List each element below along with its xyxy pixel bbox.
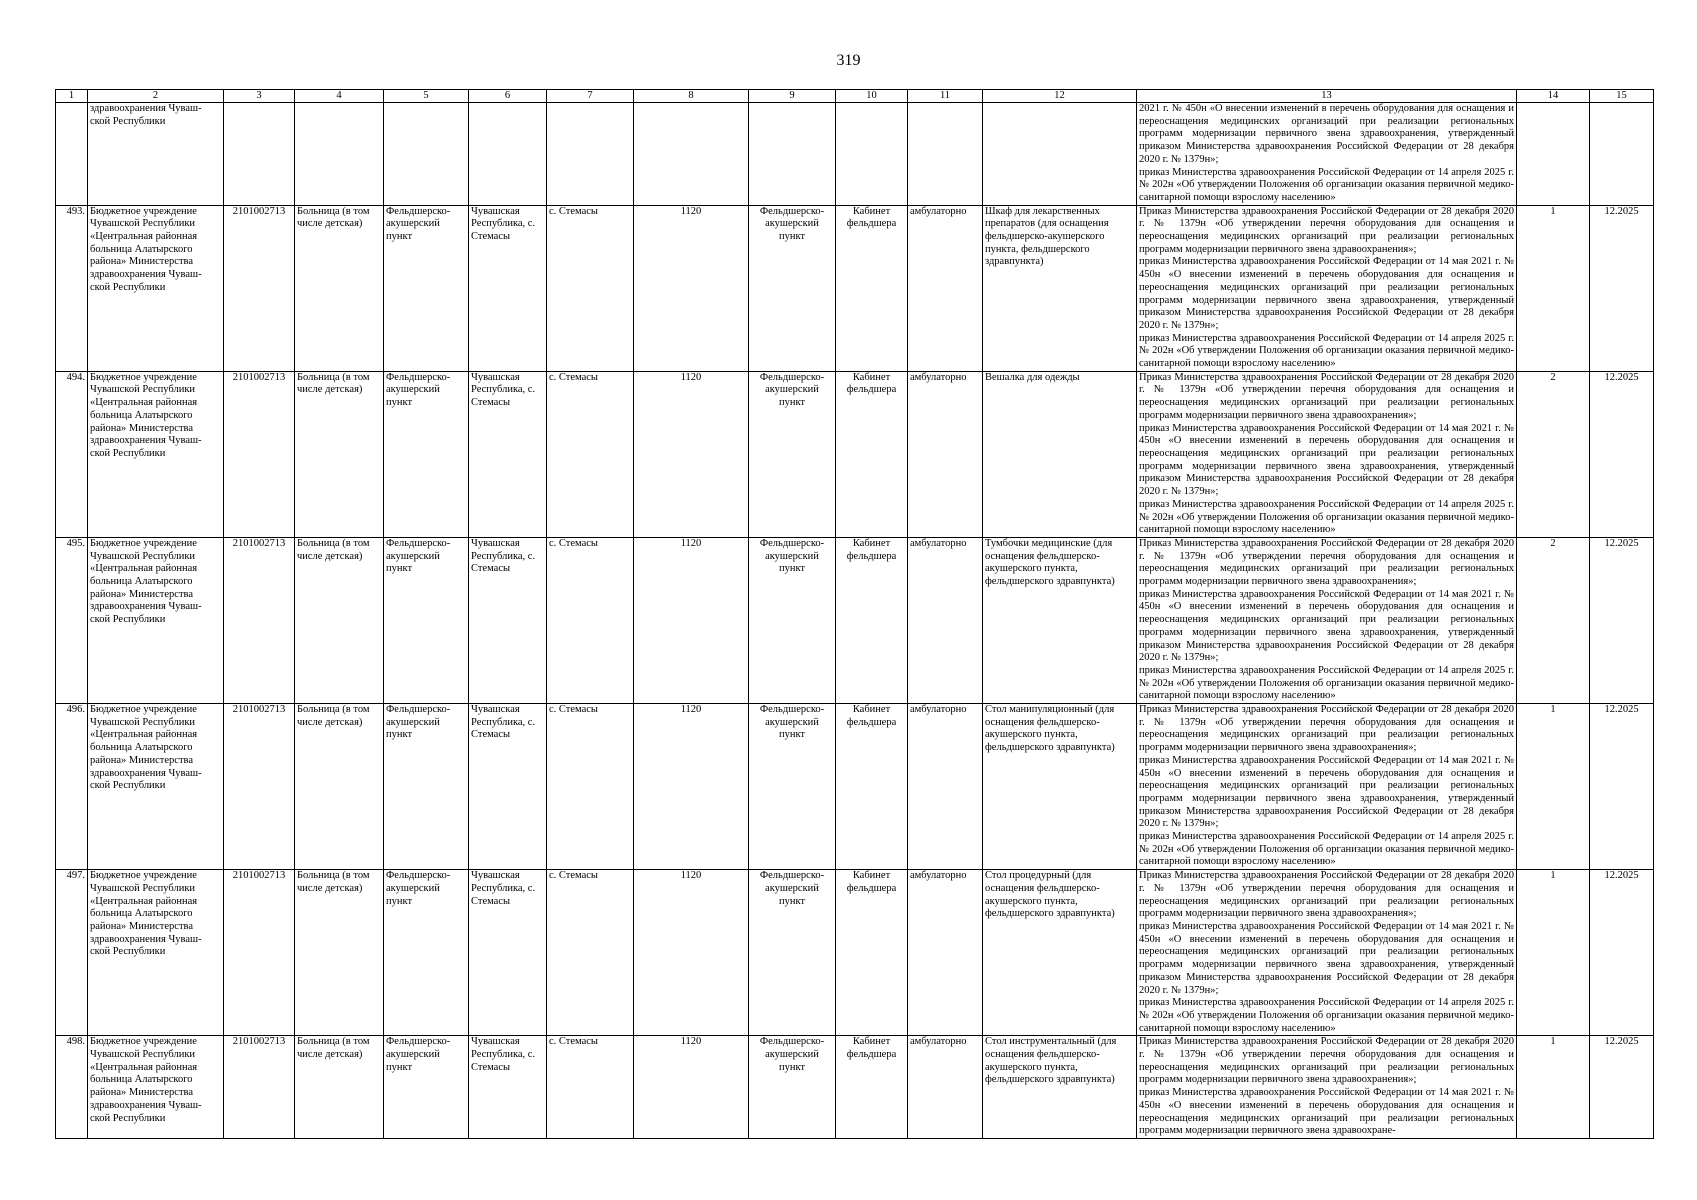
continuation-cell-7 xyxy=(547,103,634,206)
column-number-15: 15 xyxy=(1590,90,1654,103)
quantity-cell: 2 xyxy=(1517,537,1590,703)
unit-cell: Фельдшерско-акушерский пункт xyxy=(749,537,836,703)
continuation-cell-10 xyxy=(836,103,908,206)
column-number-1: 1 xyxy=(56,90,88,103)
code-cell: 1120 xyxy=(634,870,749,1036)
organization-cell: Бюджетное учреждение Чувашской Республики «Центральная районная больница Алатырского района» Министерства здравоохранения Чуваш- ской Республики xyxy=(88,704,224,870)
legal-basis-cell: Приказ Министерства здравоохранения Российской Федерации от 28 декабря 2020 г. № 1379н «Об утверждении перечня оборудования для оснащения и переоснащения медицинских организаций при реализации региональных программ модернизации первичного звена здравоохранения»; приказ Министерства здравоохранения Российской Федерации от 14 мая 2021 г. № 450н «О внесении изменений в перечень оборудования для оснащения и переоснащения медицинских организаций при реализации региональных программ модернизации первичного звена здравоохранения, утвержденный приказом Министерства здравоохранения Российской Федерации от 28 декабря 2020 г. № 1379н»; приказ Министерства здравоохранения Российской Федерации от 14 апреля 2025 г. № 202н «Об утверждении Положения об организации оказания первичной медико-санитарной помощи взрослому населению» xyxy=(1137,205,1517,371)
column-number-5: 5 xyxy=(384,90,469,103)
room-cell: Кабинет фельдшера xyxy=(836,870,908,1036)
continuation-cell-3 xyxy=(224,103,295,206)
table-row xyxy=(56,870,1654,1036)
code-cell: 1120 xyxy=(634,1036,749,1139)
equipment-cell: Шкаф для лекарственных препаратов (для оснащения фельдшерско-акушерского пункта, фельдшерского здравпункта) xyxy=(983,205,1137,371)
continuation-cell-6 xyxy=(469,103,547,206)
page-number: 319 xyxy=(836,52,861,69)
code-cell: 1120 xyxy=(634,704,749,870)
row-number: 493. xyxy=(56,205,88,371)
column-number-14: 14 xyxy=(1517,90,1590,103)
column-number-3: 3 xyxy=(224,90,295,103)
unit-cell: Фельдшерско-акушерский пункт xyxy=(749,870,836,1036)
organization-cell: Бюджетное учреждение Чувашской Республики «Центральная районная больница Алатырского района» Министерства здравоохранения Чуваш- ской Республики xyxy=(88,205,224,371)
organization-cell: Бюджетное учреждение Чувашской Республики «Центральная районная больница Алатырского района» Министерства здравоохранения Чуваш- ской Республики xyxy=(88,371,224,537)
table-row xyxy=(56,704,1654,870)
equipment-cell: Вешалка для одежды xyxy=(983,371,1137,537)
type-cell: Больница (в том числе детская) xyxy=(295,537,384,703)
quantity-cell: 1 xyxy=(1517,205,1590,371)
locality-cell: с. Стемасы xyxy=(547,371,634,537)
continuation-cell-9 xyxy=(749,103,836,206)
subdivision-cell: Фельдшерско-акушерский пункт xyxy=(384,704,469,870)
care-form-cell: амбулаторно xyxy=(908,371,983,537)
subdivision-cell: Фельдшерско-акушерский пункт xyxy=(384,537,469,703)
continuation-cell-5 xyxy=(384,103,469,206)
region-cell: Чувашская Республика, с. Стемасы xyxy=(469,371,547,537)
table-row xyxy=(56,371,1654,537)
region-cell: Чувашская Республика, с. Стемасы xyxy=(469,704,547,870)
legal-basis-cell: Приказ Министерства здравоохранения Российской Федерации от 28 декабря 2020 г. № 1379н «Об утверждении перечня оборудования для оснащения и переоснащения медицинских организаций при реализации региональных программ модернизации первичного звена здравоохранения»; приказ Министерства здравоохранения Российской Федерации от 14 мая 2021 г. № 450н «О внесении изменений в перечень оборудования для оснащения и переоснащения медицинских организаций при реализации региональных программ модернизации первичного звена здравоохранения, утвержденный приказом Министерства здравоохранения Российской Федерации от 28 декабря 2020 г. № 1379н»; приказ Министерства здравоохранения Российской Федерации от 14 апреля 2025 г. № 202н «Об утверждении Положения об организации оказания первичной медико-санитарной помощи взрослому населению» xyxy=(1137,870,1517,1036)
continuation-cell-11 xyxy=(908,103,983,206)
date-cell: 12.2025 xyxy=(1590,205,1654,371)
subdivision-cell: Фельдшерско-акушерский пункт xyxy=(384,371,469,537)
equipment-cell: Стол манипуляционный (для оснащения фельдшерско-акушерского пункта, фельдшерского здравпункта) xyxy=(983,704,1137,870)
quantity-cell: 1 xyxy=(1517,1036,1590,1139)
type-cell: Больница (в том числе детская) xyxy=(295,704,384,870)
code-cell: 1120 xyxy=(634,371,749,537)
type-cell: Больница (в том числе детская) xyxy=(295,870,384,1036)
table-row xyxy=(56,1036,1654,1139)
locality-cell: с. Стемасы xyxy=(547,205,634,371)
inn-cell: 2101002713 xyxy=(224,704,295,870)
room-cell: Кабинет фельдшера xyxy=(836,537,908,703)
inn-cell: 2101002713 xyxy=(224,870,295,1036)
column-number-row xyxy=(56,90,1654,103)
continuation-cell-1 xyxy=(56,103,88,206)
legal-basis-cell: Приказ Министерства здравоохранения Российской Федерации от 28 декабря 2020 г. № 1379н «Об утверждении перечня оборудования для оснащения и переоснащения медицинских организаций при реализации региональных программ модернизации первичного звена здравоохранения»; приказ Министерства здравоохранения Российской Федерации от 14 мая 2021 г. № 450н «О внесении изменений в перечень оборудования для оснащения и переоснащения медицинских организаций при реализации региональных программ модернизации первичного звена здравоохранения, утвержденный приказом Министерства здравоохранения Российской Федерации от 28 декабря 2020 г. № 1379н»; приказ Министерства здравоохранения Российской Федерации от 14 апреля 2025 г. № 202н «Об утверждении Положения об организации оказания первичной медико-санитарной помощи взрослому населению» xyxy=(1137,537,1517,703)
care-form-cell: амбулаторно xyxy=(908,205,983,371)
room-cell: Кабинет фельдшера xyxy=(836,704,908,870)
locality-cell: с. Стемасы xyxy=(547,1036,634,1139)
unit-cell: Фельдшерско-акушерский пункт xyxy=(749,205,836,371)
continuation-row xyxy=(56,103,1654,206)
date-cell: 12.2025 xyxy=(1590,870,1654,1036)
type-cell: Больница (в том числе детская) xyxy=(295,371,384,537)
quantity-cell: 2 xyxy=(1517,371,1590,537)
column-number-11: 11 xyxy=(908,90,983,103)
unit-cell: Фельдшерско-акушерский пункт xyxy=(749,1036,836,1139)
code-cell: 1120 xyxy=(634,205,749,371)
locality-cell: с. Стемасы xyxy=(547,537,634,703)
type-cell: Больница (в том числе детская) xyxy=(295,1036,384,1139)
continuation-cell-15 xyxy=(1590,103,1654,206)
care-form-cell: амбулаторно xyxy=(908,704,983,870)
column-number-4: 4 xyxy=(295,90,384,103)
row-number: 496. xyxy=(56,704,88,870)
column-number-2: 2 xyxy=(88,90,224,103)
row-number: 497. xyxy=(56,870,88,1036)
column-number-13: 13 xyxy=(1137,90,1517,103)
continuation-cell-14 xyxy=(1517,103,1590,206)
legal-basis-cell: Приказ Министерства здравоохранения Российской Федерации от 28 декабря 2020 г. № 1379н «Об утверждении перечня оборудования для оснащения и переоснащения медицинских организаций при реализации региональных программ модернизации первичного звена здравоохранения»; приказ Министерства здравоохранения Российской Федерации от 14 мая 2021 г. № 450н «О внесении изменений в перечень оборудования для оснащения и переоснащения медицинских организаций при реализации региональных программ модернизации первичного звена здравоохране- xyxy=(1137,1036,1517,1139)
equipment-cell: Тумбочки медицинские (для оснащения фельдшерско-акушерского пункта, фельдшерского здравпункта) xyxy=(983,537,1137,703)
equipment-cell: Стол инструментальный (для оснащения фельдшерско-акушерского пункта, фельдшерского здравпункта) xyxy=(983,1036,1137,1139)
inn-cell: 2101002713 xyxy=(224,205,295,371)
continuation-cell-8 xyxy=(634,103,749,206)
row-number: 498. xyxy=(56,1036,88,1139)
care-form-cell: амбулаторно xyxy=(908,870,983,1036)
table-row xyxy=(56,205,1654,371)
column-number-9: 9 xyxy=(749,90,836,103)
organization-cell: Бюджетное учреждение Чувашской Республики «Центральная районная больница Алатырского района» Министерства здравоохранения Чуваш- ской Республики xyxy=(88,1036,224,1139)
date-cell: 12.2025 xyxy=(1590,1036,1654,1139)
region-cell: Чувашская Республика, с. Стемасы xyxy=(469,1036,547,1139)
room-cell: Кабинет фельдшера xyxy=(836,205,908,371)
column-number-8: 8 xyxy=(634,90,749,103)
continuation-cell-13: 2021 г. № 450н «О внесении изменений в перечень оборудования для оснащения и переоснащения медицинских организаций при реализации региональных программ модернизации первичного звена здравоохранения, утвержденный приказом Министерства здравоохранения Российской Федерации от 28 декабря 2020 г. № 1379н»; приказ Министерства здравоохранения Российской Федерации от 14 апреля 2025 г. № 202н «Об утверждении Положения об организации оказания первичной медико-санитарной помощи взрослому населению» xyxy=(1137,103,1517,206)
row-number: 495. xyxy=(56,537,88,703)
organization-cell: Бюджетное учреждение Чувашской Республики «Центральная районная больница Алатырского района» Министерства здравоохранения Чуваш- ской Республики xyxy=(88,537,224,703)
region-cell: Чувашская Республика, с. Стемасы xyxy=(469,870,547,1036)
region-cell: Чувашская Республика, с. Стемасы xyxy=(469,537,547,703)
organization-cell: Бюджетное учреждение Чувашской Республики «Центральная районная больница Алатырского района» Министерства здравоохранения Чуваш- ской Республики xyxy=(88,870,224,1036)
type-cell: Больница (в том числе детская) xyxy=(295,205,384,371)
continuation-cell-2: здравоохранения Чуваш- ской Республики xyxy=(88,103,224,206)
date-cell: 12.2025 xyxy=(1590,704,1654,870)
quantity-cell: 1 xyxy=(1517,870,1590,1036)
region-cell: Чувашская Республика, с. Стемасы xyxy=(469,205,547,371)
equipment-cell: Стол процедурный (для оснащения фельдшерско-акушерского пункта, фельдшерского здравпункта) xyxy=(983,870,1137,1036)
date-cell: 12.2025 xyxy=(1590,537,1654,703)
subdivision-cell: Фельдшерско-акушерский пункт xyxy=(384,1036,469,1139)
inn-cell: 2101002713 xyxy=(224,371,295,537)
care-form-cell: амбулаторно xyxy=(908,1036,983,1139)
column-number-10: 10 xyxy=(836,90,908,103)
room-cell: Кабинет фельдшера xyxy=(836,1036,908,1139)
column-number-6: 6 xyxy=(469,90,547,103)
equipment-table xyxy=(55,89,1654,1139)
legal-basis-cell: Приказ Министерства здравоохранения Российской Федерации от 28 декабря 2020 г. № 1379н «Об утверждении перечня оборудования для оснащения и переоснащения медицинских организаций при реализации региональных программ модернизации первичного звена здравоохранения»; приказ Министерства здравоохранения Российской Федерации от 14 мая 2021 г. № 450н «О внесении изменений в перечень оборудования для оснащения и переоснащения медицинских организаций при реализации региональных программ модернизации первичного звена здравоохранения, утвержденный приказом Министерства здравоохранения Российской Федерации от 28 декабря 2020 г. № 1379н»; приказ Министерства здравоохранения Российской Федерации от 14 апреля 2025 г. № 202н «Об утверждении Положения об организации оказания первичной медико-санитарной помощи взрослому населению» xyxy=(1137,371,1517,537)
column-number-7: 7 xyxy=(547,90,634,103)
continuation-cell-4 xyxy=(295,103,384,206)
date-cell: 12.2025 xyxy=(1590,371,1654,537)
continuation-cell-12 xyxy=(983,103,1137,206)
locality-cell: с. Стемасы xyxy=(547,870,634,1036)
subdivision-cell: Фельдшерско-акушерский пункт xyxy=(384,205,469,371)
legal-basis-cell: Приказ Министерства здравоохранения Российской Федерации от 28 декабря 2020 г. № 1379н «Об утверждении перечня оборудования для оснащения и переоснащения медицинских организаций при реализации региональных программ модернизации первичного звена здравоохранения»; приказ Министерства здравоохранения Российской Федерации от 14 мая 2021 г. № 450н «О внесении изменений в перечень оборудования для оснащения и переоснащения медицинских организаций при реализации региональных программ модернизации первичного звена здравоохранения, утвержденный приказом Министерства здравоохранения Российской Федерации от 28 декабря 2020 г. № 1379н»; приказ Министерства здравоохранения Российской Федерации от 14 апреля 2025 г. № 202н «Об утверждении Положения об организации оказания первичной медико-санитарной помощи взрослому населению» xyxy=(1137,704,1517,870)
quantity-cell: 1 xyxy=(1517,704,1590,870)
table-row xyxy=(56,537,1654,703)
room-cell: Кабинет фельдшера xyxy=(836,371,908,537)
care-form-cell: амбулаторно xyxy=(908,537,983,703)
inn-cell: 2101002713 xyxy=(224,1036,295,1139)
inn-cell: 2101002713 xyxy=(224,537,295,703)
code-cell: 1120 xyxy=(634,537,749,703)
locality-cell: с. Стемасы xyxy=(547,704,634,870)
subdivision-cell: Фельдшерско-акушерский пункт xyxy=(384,870,469,1036)
column-number-12: 12 xyxy=(983,90,1137,103)
row-number: 494. xyxy=(56,371,88,537)
unit-cell: Фельдшерско-акушерский пункт xyxy=(749,371,836,537)
unit-cell: Фельдшерско-акушерский пункт xyxy=(749,704,836,870)
